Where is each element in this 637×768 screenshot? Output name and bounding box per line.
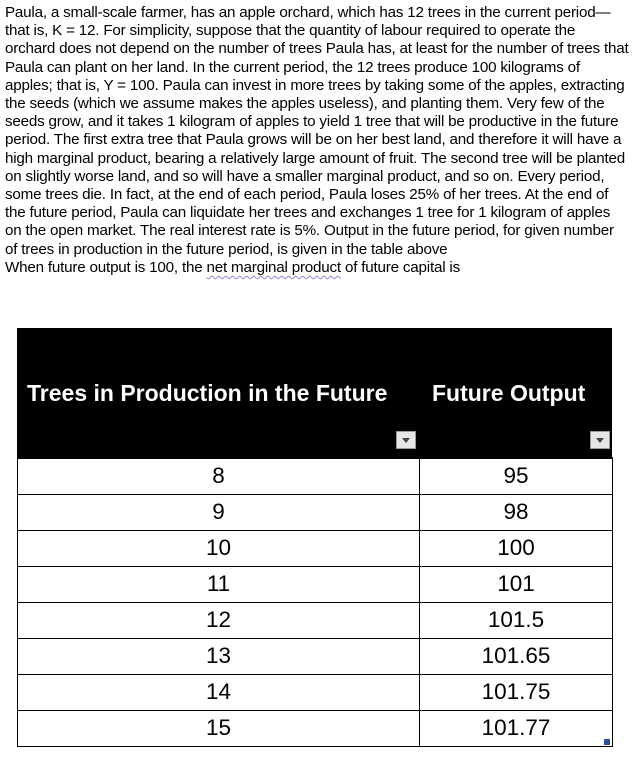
table-row — [18, 566, 613, 602]
output-table — [17, 328, 612, 746]
cell-trees[interactable]: 10 — [18, 530, 420, 566]
table-header — [17, 328, 612, 457]
cell-output[interactable]: 101 — [420, 566, 613, 602]
cell-output[interactable]: 98 — [420, 494, 613, 530]
filter-dropdown-trees[interactable] — [396, 431, 416, 449]
question-suffix: of future capital is — [340, 258, 461, 276]
cell-output[interactable]: 100 — [420, 530, 613, 566]
cell-trees[interactable]: 15 — [18, 710, 420, 746]
resize-handle-icon[interactable] — [604, 739, 610, 745]
cell-trees[interactable]: 8 — [18, 458, 420, 494]
problem-paragraph: Paula, a small-scale farmer, has an apple orchard, which has 12 trees in the current period—that is, K = 12. For simplicity, suppose that the quantity of labour required to operate the orchard does not depend on the number of trees Paula has, at least for the number of trees that Paula can plant on her land. In the current period, the 12 trees produce 100 kilograms of apples; that is, Y = 100. Paula can invest in more trees by taking some of the apples, extracting the seeds (which we assume makes the apples useless), and planting them. Very few of the seeds grow, and it takes 1 kilogram of apples to yield 1 tree that will be productive in the future period. The first extra tree that Paula grows will be on her best land, and therefore it will have a high marginal product, bearing a relatively large amount of fruit. The second tree will be planted on slightly worse land, and so will have a smaller marginal product, and so on. Every period, some trees die. In fact, at the end of each period, Paula loses 25% of her trees. At the end of the future period, Paula can liquidate her trees and exchanges 1 tree for 1 kilogram of apples on the open market. The real interest rate is 5%. Output in the future period, for given number of trees in production in the future period, is given in the table above — [5, 4, 629, 258]
cell-trees[interactable]: 12 — [18, 602, 420, 638]
cell-output[interactable]: 101.75 — [420, 674, 613, 710]
table-body — [17, 457, 613, 747]
dropdown-arrow-icon — [402, 438, 410, 443]
question-highlight: net marginal product — [206, 258, 341, 276]
filter-dropdown-output[interactable] — [590, 431, 610, 449]
table-row — [18, 674, 613, 710]
cell-trees[interactable]: 9 — [18, 494, 420, 530]
header-trees: Trees in Production in the Future — [27, 380, 388, 406]
cell-output[interactable]: 95 — [420, 458, 613, 494]
cell-output[interactable]: 101.77 — [420, 710, 613, 746]
table-row — [18, 530, 613, 566]
cell-trees[interactable]: 13 — [18, 638, 420, 674]
dropdown-arrow-icon — [596, 438, 604, 443]
table-row — [18, 458, 613, 494]
cell-trees[interactable]: 14 — [18, 674, 420, 710]
table-row — [18, 602, 613, 638]
cell-output[interactable]: 101.65 — [420, 638, 613, 674]
cell-output[interactable]: 101.5 — [420, 602, 613, 638]
cell-trees[interactable]: 11 — [18, 566, 420, 602]
header-output: Future Output — [432, 380, 586, 406]
problem-text — [5, 4, 629, 277]
question-prefix: When future output is 100, the — [5, 258, 207, 276]
table-row — [18, 494, 613, 530]
table-row — [18, 710, 613, 746]
table-row — [18, 638, 613, 674]
